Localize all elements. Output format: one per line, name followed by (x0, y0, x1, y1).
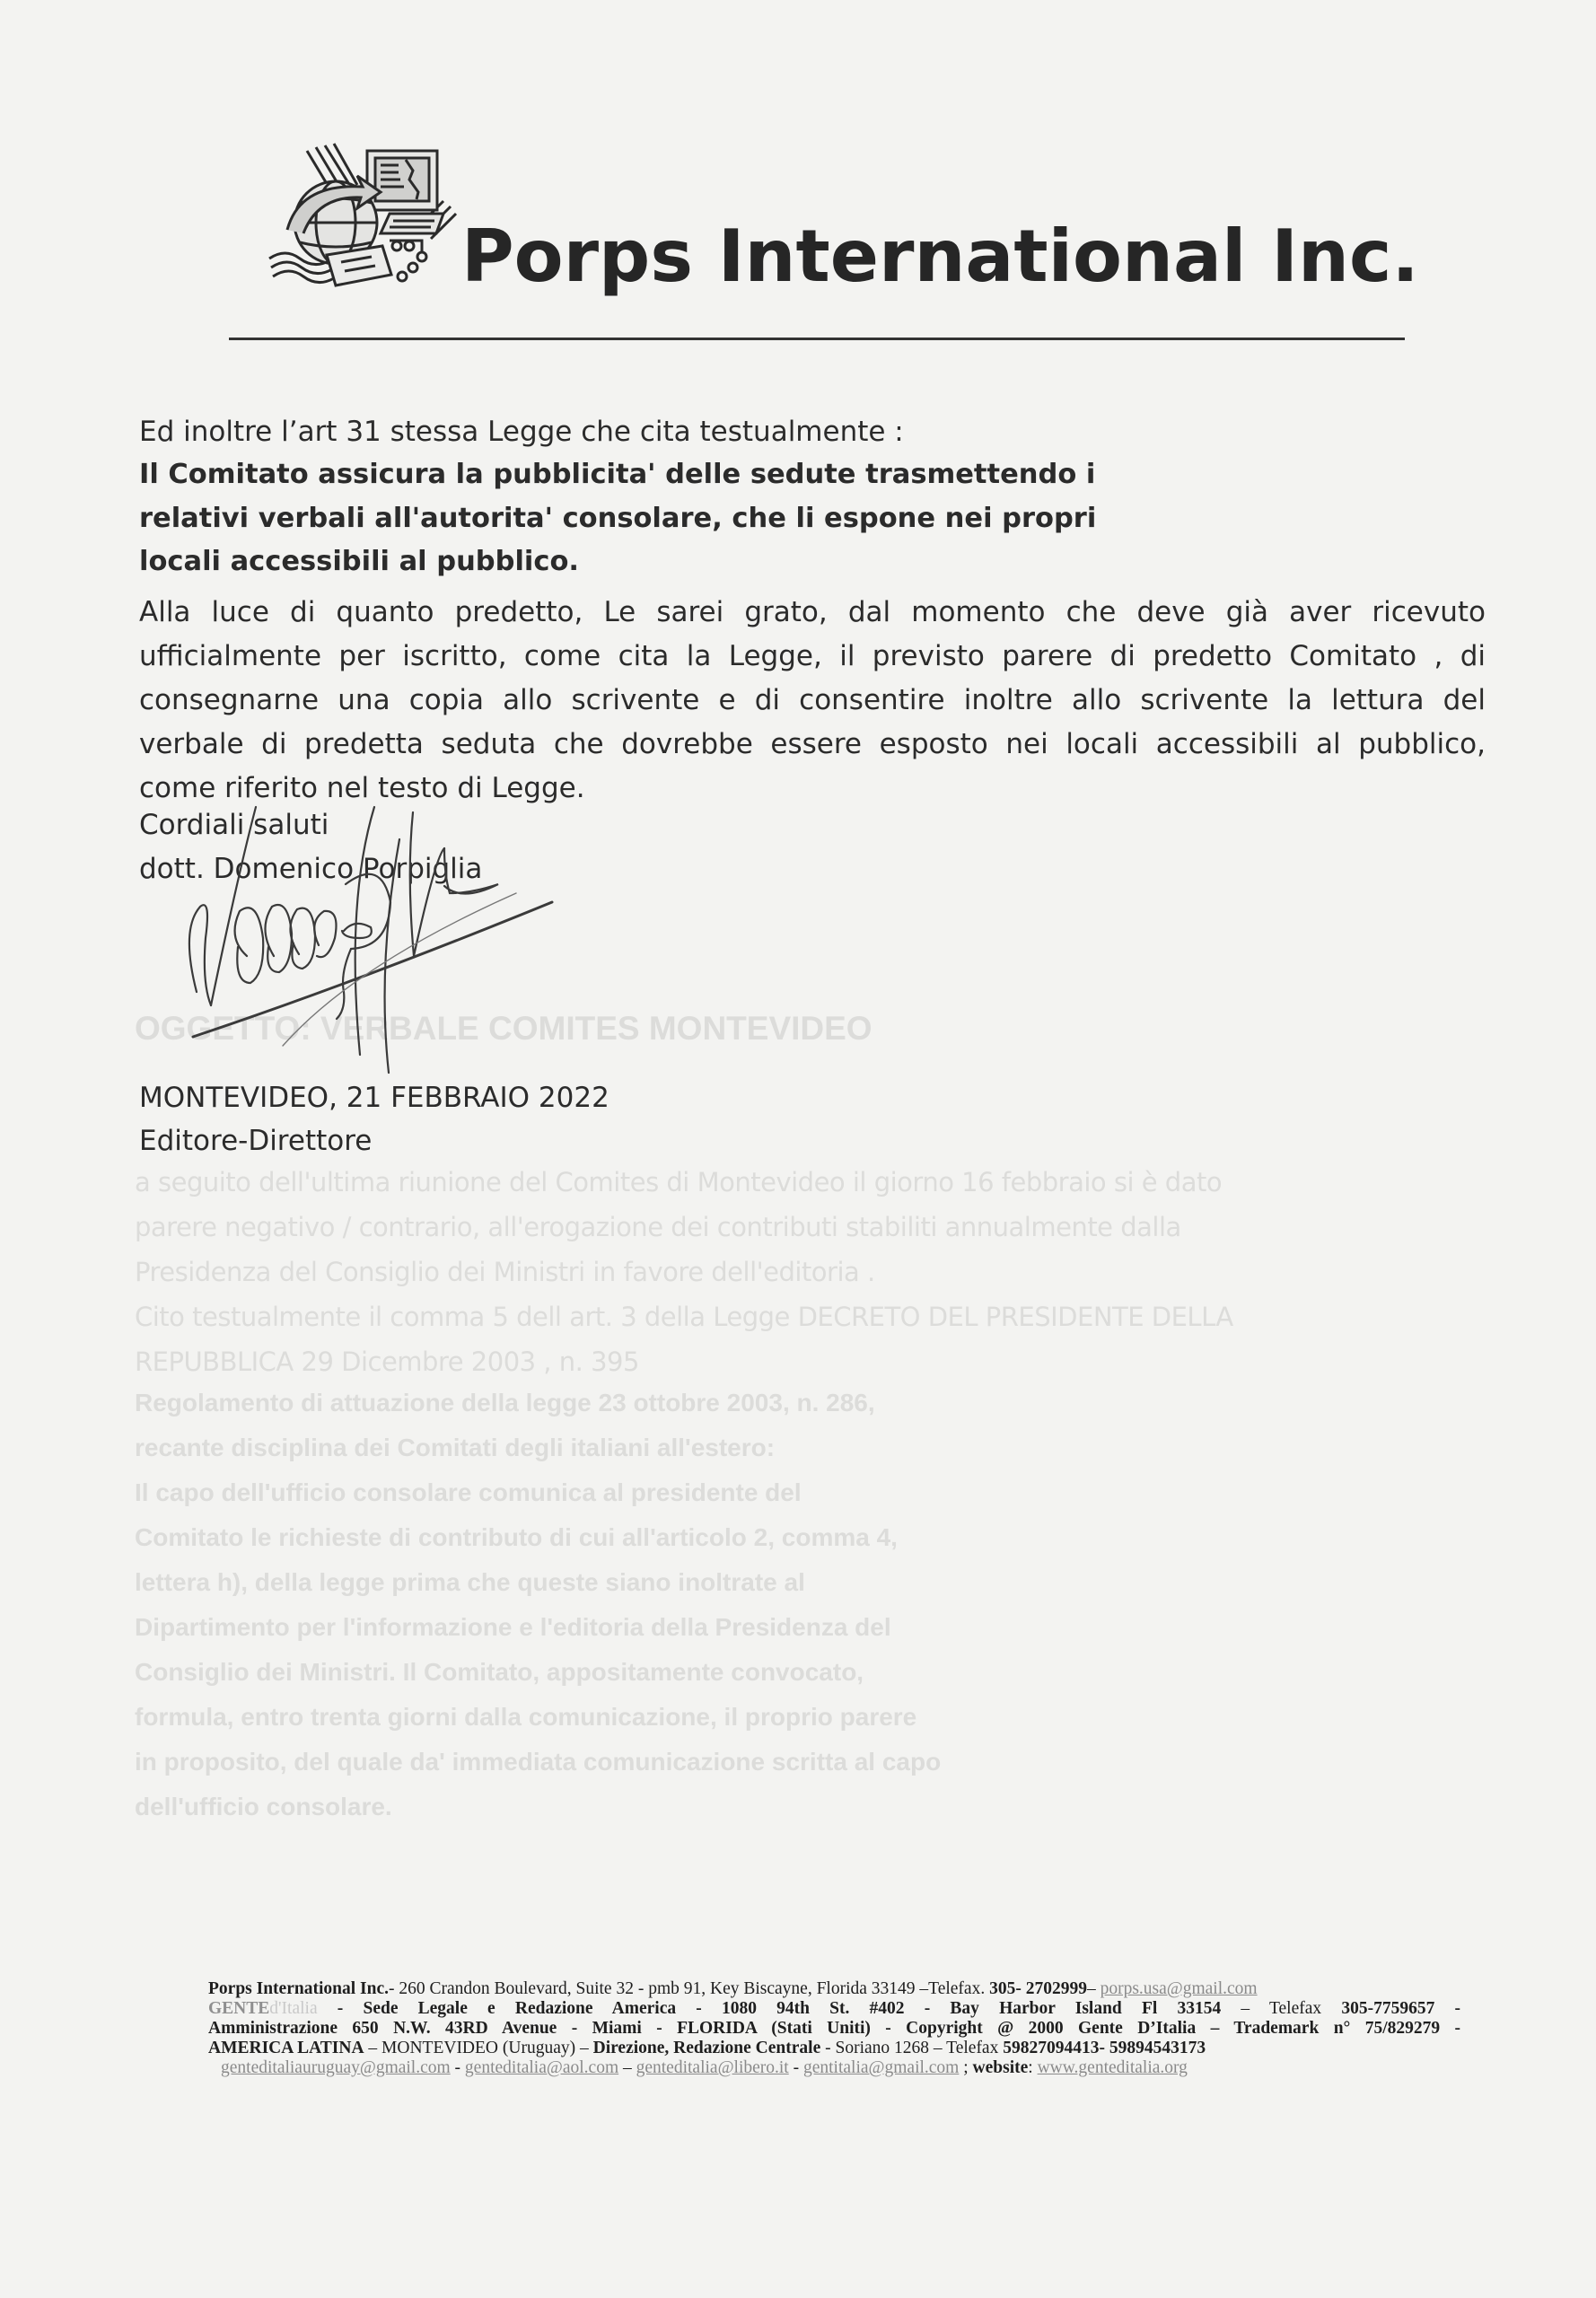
footer-colon: : (1028, 2058, 1038, 2077)
footer-sep: ; (959, 2058, 973, 2077)
bleed-line: lettera h), della legge prima che queste siano inoltrate al (135, 1568, 805, 1596)
footer-line-contacts (208, 2058, 1460, 2078)
footer-email-uruguay[interactable]: genteditaliauruguay@gmail.com (221, 2058, 451, 2077)
footer-phone-gente: 305-7759657 - (1341, 1999, 1461, 2018)
paragraph-line: verbale di predetta seduta che dovrebbe essere esposto nei locali accessibili al pubblico, (139, 728, 1486, 760)
bleed-line: a seguito dell'ultima riunione del Comites di Montevideo il giorno 16 febbraio si è dato (135, 1167, 1223, 1197)
signer-role: Editore-Direttore (139, 1125, 373, 1157)
footer-email-libero[interactable]: genteditalia@libero.it (636, 2058, 789, 2077)
footer-office-address: - Soriano 1268 – Telefax (820, 2039, 1004, 2057)
request-paragraph (139, 591, 1486, 811)
bleed-line: Presidenza del Consiglio dei Ministri in favore dell'editoria . (135, 1257, 875, 1287)
quote-line: relativi verbali all'autorita' consolare, che li espone nei propri (139, 503, 1097, 534)
footer-sep: - (788, 2058, 803, 2077)
bleed-line: Regolamento di attuazione della legge 23 ottobre 2003, n. 286, (135, 1389, 875, 1417)
footer-line-america-latina (208, 2039, 1460, 2058)
bleed-line: Consiglio dei Ministri. Il Comitato, appositamente convocato, (135, 1658, 864, 1686)
footer-website-link[interactable]: www.genteditalia.org (1037, 2058, 1188, 2077)
bleed-subject: OGGETTO: VERBALE COMITES MONTEVIDEO (135, 1010, 873, 1047)
footer-office: Direzione, Redazione Centrale (592, 2039, 821, 2057)
bleed-line: Il capo dell'ufficio consolare comunica al presidente del (135, 1478, 802, 1506)
footer-sede: - Sede Legale e Redazione America - 1080 94th St. #402 - Bay Harbor Island Fl 33154 (337, 1999, 1222, 2018)
closing-greeting: Cordiali saluti (139, 809, 329, 841)
bleed-line: in proposito, del quale da' immediata comunicazione scritta al capo (135, 1748, 942, 1776)
place-date: MONTEVIDEO, 21 FEBBRAIO 2022 (139, 1082, 609, 1114)
quote-line: Il Comitato assicura la pubblicita' delle sedute trasmettendo i (139, 459, 1096, 490)
footer-phones: 59827094413- 59894543173 (1003, 2039, 1206, 2057)
footer-email-gmail[interactable]: gentitalia@gmail.com (802, 2058, 960, 2077)
quote-line: locali accessibili al pubblico. (139, 546, 579, 577)
footer-email-aol[interactable]: genteditalia@aol.com (464, 2058, 619, 2077)
letterhead-footer (208, 1979, 1460, 2078)
header-divider (229, 338, 1405, 340)
footer-company: Porps International Inc. (208, 1979, 389, 1998)
intro-line: Ed inoltre l’art 31 stessa Legge che cita testualmente : (139, 416, 904, 448)
bleed-line: recante disciplina dei Comitati degli italiani all'estero: (135, 1434, 776, 1461)
bleed-line: formula, entro trenta giorni dalla comunicazione, il proprio parere (135, 1703, 917, 1731)
footer-brand-gente: GENTE (208, 1999, 270, 2018)
footer-telefax-label: – Telefax (1241, 1999, 1322, 2018)
footer-sep: - (450, 2058, 465, 2077)
footer-dash: – (1086, 1979, 1096, 1998)
handwritten-signature (175, 803, 606, 1091)
footer-region: AMERICA LATINA (208, 2039, 364, 2057)
footer-brand-suffix: d'Italia (269, 1999, 318, 2018)
bleed-line: REPUBBLICA 29 Dicembre 2003 , n. 395 (135, 1346, 639, 1377)
paragraph-line: ufficialmente per iscritto, come cita la Legge, il previsto parere di predetto Comitato , di (139, 640, 1486, 672)
paragraph-line: consegnarne una copia allo scrivente e di consentire inoltre allo scrivente la lettura del (139, 684, 1486, 716)
company-title: Porps International Inc. (461, 215, 1419, 298)
footer-phone: 305- 2702999 (989, 1979, 1087, 1998)
bleed-line: parere negativo / contrario, all'erogazione dei contributi stabiliti annualmente dalla (135, 1212, 1181, 1242)
globe-computer-icon (264, 140, 470, 293)
footer-line-gente (208, 1999, 1460, 2019)
bleed-line: dell'ufficio consolare. (135, 1793, 392, 1820)
bleed-line: Cito testualmente il comma 5 dell art. 3 della Legge DECRETO DEL PRESIDENTE DELLA (135, 1302, 1233, 1332)
footer-line-porps (208, 1979, 1460, 1999)
footer-amministrazione: Amministrazione 650 N.W. 43RD Avenue - Miami - FLORIDA (Stati Uniti) - Copyright @ 2000 Gente D’Italia – Trademark n° 75/829279 - (208, 2019, 1460, 2038)
footer-website-label: website (972, 2058, 1029, 2077)
footer-address: - 260 Crandon Boulevard, Suite 32 - pmb 91, Key Biscayne, Florida 33149 –Telefax. (388, 1979, 986, 1998)
signer-name: dott. Domenico Porpiglia (139, 853, 483, 885)
paragraph-line: come riferito nel testo di Legge. (139, 772, 585, 804)
bleed-line: Dipartimento per l'informazione e l'editoria della Presidenza del (135, 1613, 891, 1641)
footer-city: – MONTEVIDEO (Uruguay) – (364, 2039, 593, 2057)
footer-email-porps[interactable]: porps.usa@gmail.com (1100, 1979, 1258, 1998)
bleed-line: Comitato le richieste di contributo di cui all'articolo 2, comma 4, (135, 1523, 898, 1551)
footer-line-amministrazione (208, 2019, 1460, 2039)
paragraph-line: Alla luce di quanto predetto, Le sarei grato, dal momento che deve già aver ricevuto (139, 596, 1486, 628)
footer-sep: – (618, 2058, 636, 2077)
